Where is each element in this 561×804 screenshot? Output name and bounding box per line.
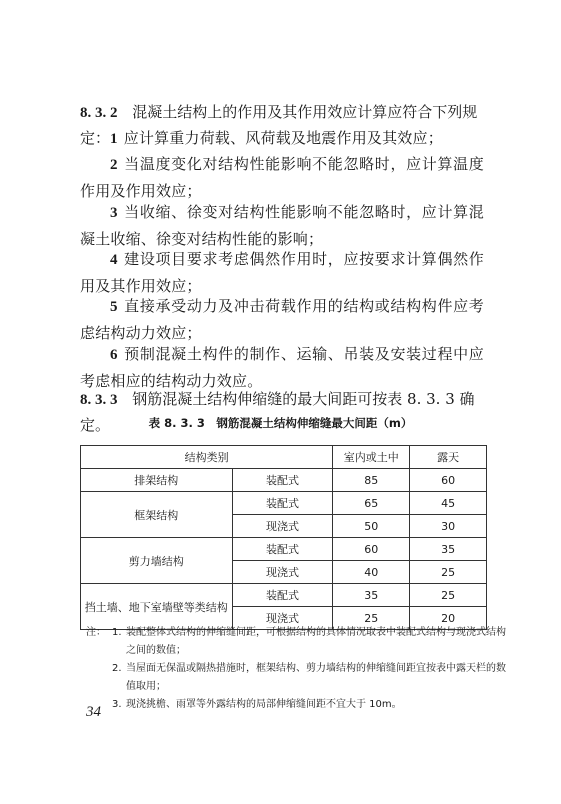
table-row xyxy=(81,469,487,492)
indoor-cell: 65 xyxy=(333,492,410,515)
category-cell: 挡土墙、地下室墙壁等类结构 xyxy=(81,584,233,630)
outdoor-cell: 25 xyxy=(410,584,487,607)
outdoor-cell: 60 xyxy=(410,469,487,492)
item-number: 1 xyxy=(110,131,118,147)
indoor-cell: 85 xyxy=(333,469,410,492)
category-cell: 框架结构 xyxy=(81,492,233,538)
category-cell: 剪力墙结构 xyxy=(81,538,233,584)
indoor-cell: 35 xyxy=(333,584,410,607)
item-text: 当收缩、徐变对结构性能影响不能忽略时，应计算混凝土收缩、徐变对结构性能的影响； xyxy=(80,203,484,248)
table-row xyxy=(81,584,487,607)
method-cell: 现浇式 xyxy=(232,561,333,584)
list-item-5 xyxy=(80,293,484,346)
item-number: 6 xyxy=(110,347,118,363)
indoor-cell: 50 xyxy=(333,515,410,538)
note-text: 现浇挑檐、雨罩等外露结构的局部伸缩缝间距不宜大于 10m。 xyxy=(126,699,402,710)
header-structure-type: 结构类别 xyxy=(81,446,333,469)
section-text: 钢筋混凝土结构伸缩缝的最大间距可按表 8. 3. 3 确定。 xyxy=(80,390,475,434)
list-item-3 xyxy=(80,199,484,252)
table-caption: 表 8. 3. 3 钢筋混凝土结构伸缩缝最大间距（m） xyxy=(148,416,413,430)
item-text: 应计算重力荷载、风荷载及地震作用及其效应； xyxy=(123,129,443,147)
outdoor-cell: 30 xyxy=(410,515,487,538)
list-item-2 xyxy=(80,151,484,204)
item-text: 建设项目要求考虑偶然作用时，应按要求计算偶然作用及其作用效应； xyxy=(80,250,484,295)
note-label: 注： xyxy=(86,627,106,638)
item-text: 直接承受动力及冲击荷载作用的结构或结构构件应考虑结构动力效应； xyxy=(80,297,484,342)
item-number: 2 xyxy=(110,157,118,173)
category-cell: 排架结构 xyxy=(81,469,233,492)
indoor-cell: 40 xyxy=(333,561,410,584)
list-item-1 xyxy=(80,125,484,152)
item-number: 3 xyxy=(110,205,118,221)
outdoor-cell: 25 xyxy=(410,561,487,584)
note-item xyxy=(86,624,506,660)
expansion-joint-table xyxy=(80,445,487,630)
outdoor-cell: 45 xyxy=(410,492,487,515)
method-cell: 装配式 xyxy=(232,469,333,492)
method-cell: 现浇式 xyxy=(232,515,333,538)
table-notes xyxy=(86,624,506,714)
outdoor-cell: 20 xyxy=(410,607,487,630)
note-number: 2. xyxy=(112,663,122,674)
note-item xyxy=(86,696,506,714)
note-text: 装配整体式结构的伸缩缝间距，可根据结构的具体情况取表中装配式结构与现浇式结构之间的数值； xyxy=(126,627,506,656)
page-number: 34 xyxy=(86,704,101,720)
item-text: 预制混凝土构件的制作、运输、吊装及安装过程中应考虑相应的结构动力效应。 xyxy=(80,345,484,390)
table-row xyxy=(81,492,487,515)
item-text: 当温度变化对结构性能影响不能忽略时，应计算温度作用及作用效应； xyxy=(80,155,484,200)
note-text: 当屋面无保温或隔热措施时，框架结构、剪力墙结构的伸缩缝间距宜按表中露天栏的数值取用； xyxy=(126,663,506,692)
table-header-row xyxy=(81,446,487,469)
method-cell: 现浇式 xyxy=(232,607,333,630)
item-number: 4 xyxy=(110,252,118,268)
indoor-cell: 60 xyxy=(333,538,410,561)
section-number: 8. 3. 3 xyxy=(80,392,118,408)
note-number: 3. xyxy=(112,699,122,710)
header-outdoor: 露天 xyxy=(410,446,487,469)
note-number: 1. xyxy=(112,627,122,638)
section-number: 8. 3. 2 xyxy=(80,105,118,121)
table-row xyxy=(81,538,487,561)
list-item-4 xyxy=(80,246,484,299)
header-indoor: 室内或土中 xyxy=(333,446,410,469)
method-cell: 装配式 xyxy=(232,584,333,607)
note-item xyxy=(86,660,506,696)
indoor-cell: 25 xyxy=(333,607,410,630)
item-number: 5 xyxy=(110,299,118,315)
method-cell: 装配式 xyxy=(232,492,333,515)
method-cell: 装配式 xyxy=(232,538,333,561)
outdoor-cell: 35 xyxy=(410,538,487,561)
section-text: 混凝土结构上的作用及其作用效应计算应符合下列规定： xyxy=(80,103,478,147)
